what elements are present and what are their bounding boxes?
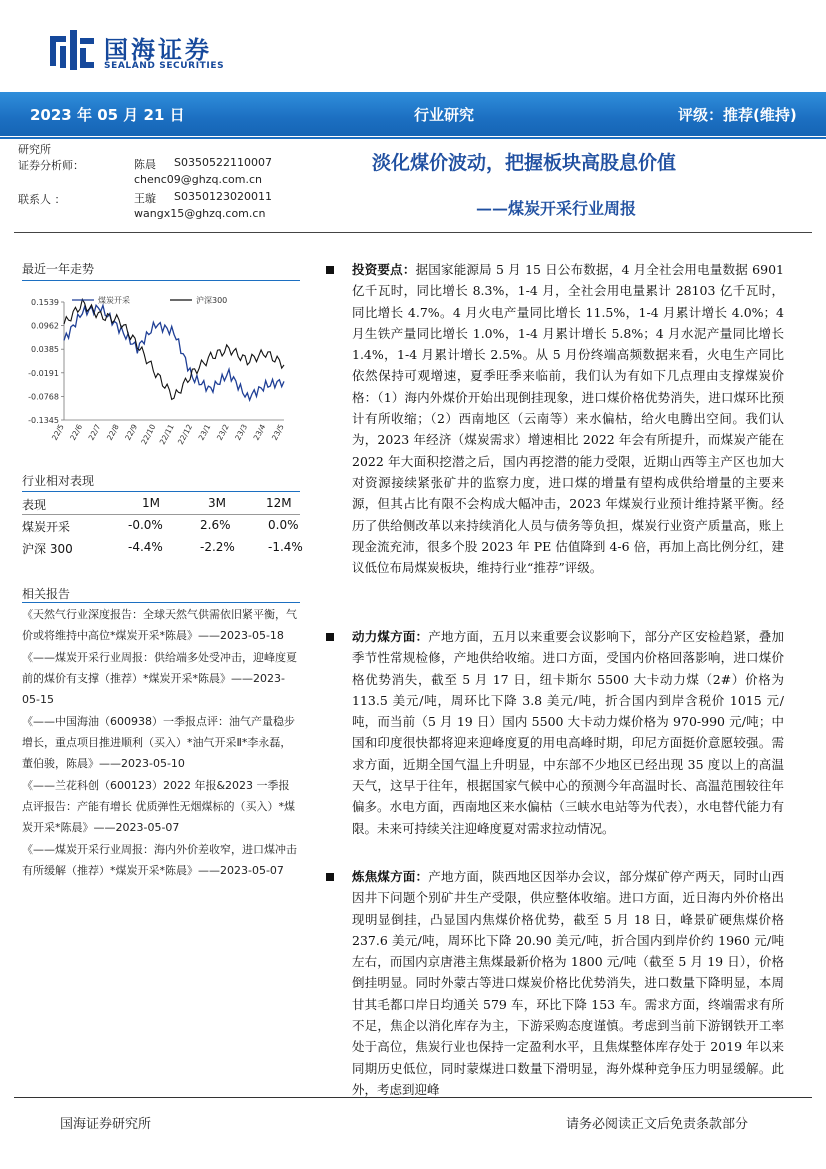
list-item[interactable]: 《天然气行业深度报告：全球天然气供需依旧紧平衡，气价或将维持中高位*煤炭开采*陈晨》——2023-05-18 xyxy=(22,608,297,642)
list-item[interactable]: 《——兰花科创（600123）2022 年报&2023 一季报点评报告：产能有增长 优质弹性无烟煤标的（买入）*煤炭开采*陈晨》——2023-05-07 xyxy=(22,779,295,834)
report-title: 淡化煤价波动，把握板块高股息价值 xyxy=(372,152,677,174)
chart-y-tick-label: -0.0768 xyxy=(28,392,59,402)
bullet-icon xyxy=(326,266,334,274)
report-rating: 评级：推荐(维持) xyxy=(678,106,797,124)
performance-row-3m: -2.2% xyxy=(200,540,235,554)
chart-y-tick-label: -0.1345 xyxy=(28,416,59,425)
trend-heading: 最近一年走势 xyxy=(22,262,95,276)
header-band-underline xyxy=(0,137,826,139)
list-item[interactable]: 《——煤炭开采行业周报：供给端多处受冲击，迎峰度夏前的煤价有支撑（推荐）*煤炭开采*陈晨》——2023-05-15 xyxy=(22,651,297,706)
chart-y-tick-label: -0.0191 xyxy=(28,368,59,378)
bullet-icon xyxy=(326,873,334,881)
list-item[interactable]: 《——中国海油（600938）一季报点评：油气产量稳步增长，重点项目推进顺利（买入）*油气开采Ⅱ*李永磊，董伯骏，陈晨》——2023-05-10 xyxy=(22,715,295,770)
chart-x-tick-label: 22/6 xyxy=(68,422,85,442)
chart-x-tick-label: 22/7 xyxy=(86,422,103,442)
analyst-email[interactable]: chenc09@ghzq.com.cn xyxy=(134,173,263,186)
table-row xyxy=(22,540,303,558)
performance-col-1m: 1M xyxy=(142,496,160,510)
related-reports-list xyxy=(22,604,300,882)
sealand-logo-icon xyxy=(50,30,94,70)
paragraph-text: 产地方面，五月以来重要会议影响下，部分产区安检趋紧，叠加季节性常规检修，产地供给收缩。进口方面，受国内价格回落影响，进口煤价格优势消失，截至 5 月 17 日，纽卡斯尔 5500 大卡动力煤（2#）价格为 113.5 美元/吨，周环比下降 3.8 美元/吨，折合国内到岸含税价 1015 元/吨，而当前（5 月 19 日）国内 5500 大卡动力煤价格为 970-990 元/吨；中国和印度很快都将迎来迎峰度夏的用电高峰时期，印尼方面挺价意愿较强。需求方面，近期全国气温上升明显，中东部不少地区已经出现 35 度以上的高温天气，这早于往年，根据国家气候中心的预测今年高温时长、高温范围较往年偏多。水电方面，西南地区来水偏枯（三峡水电站等为代表），水电替代能力有限。未来可持续关注迎峰度夏对需求拉动情况。 xyxy=(352,629,784,836)
contact-label: 联系人 ： xyxy=(18,193,66,206)
chart-x-tick-label: 22/12 xyxy=(176,422,195,447)
trend-chart xyxy=(22,288,292,456)
chart-x-tick-label: 23/3 xyxy=(233,422,250,442)
paragraph-label: 投资要点： xyxy=(352,262,416,277)
chart-x-tick-label: 23/2 xyxy=(214,422,231,442)
chart-y-tick-label: 0.0962 xyxy=(31,321,59,331)
paragraph-investment-points xyxy=(352,259,784,578)
paragraph-label: 炼焦煤方面： xyxy=(352,869,429,884)
footer-divider xyxy=(14,1097,812,1098)
analyst-id: S0350522110007 xyxy=(174,156,272,169)
paragraph-text: 据国家能源局 5 月 15 日公布数据，4 月全社会用电量数据 6901 亿千瓦时，同比增长 8.3%，1-4 月，全社会用电量累计 28103 亿千瓦时，同比增长 4.7%。4 月火电产量同比增长 11.5%，1-4 月累计增长 4.0%；4 月生铁产量同比增长 1.0%，1-4 月累计增长 5.8%；4 月水泥产量同比增长 1.4%，1-4 月累计增长 2.5%。从 5 月份终端高频数据来看，火电生产同比依然保持可观增速，夏季旺季来临前，我们认为有如下几点理由支撑煤炭价格：（1）海内外煤价开始出现倒挂现象，进口煤价格优势消失，进口煤环比预计有所收缩；（2）西南地区（云南等）来水偏枯，给火电腾出空间。我们认为，2023 年经济（煤炭需求）增速相比 2022 年会有所提升，而煤炭产能在 2022 年大面积挖潜之后，国内再挖潜的能力受限，近期山西等主产区也加大对资源接续紧张矿井的监察力度，进口煤的增量有望构成供给增量的主要来源，但其占比有限不会构成大幅冲击，2023 年煤炭行业预计维持紧平衡。经历了供给侧改革以来持续消化人员与债务等负担，煤炭行业资产质量高，账上现金流充沛，很多个股 2023 年 PE 估值降到 4-6 倍，再加上高比例分红，建议低位布局煤炭板块，维持行业“推荐”评级。 xyxy=(352,262,784,576)
chart-legend-label: 煤炭开采 xyxy=(98,296,130,305)
performance-header-row xyxy=(22,496,300,514)
performance-row-1m: -0.0% xyxy=(128,518,163,532)
header-band xyxy=(0,92,826,136)
report-date: 2023 年 05 月 21 日 xyxy=(30,106,185,124)
performance-row-3m: 2.6% xyxy=(200,518,231,532)
chart-x-tick-label: 23/1 xyxy=(196,422,213,442)
logo-text-en: SEALAND SECURITIES xyxy=(104,61,225,71)
chart-x-tick-label: 22/10 xyxy=(139,422,158,447)
chart-y-tick-label: 0.1539 xyxy=(31,298,59,307)
paragraph-text: 产地方面，陕西地区因举办会议，部分煤矿停产两天，同时山西因井下问题个别矿井生产受限，供应整体收缩。进口方面，近日海内外价格出现明显倒挂，凸显国内焦煤价格优势，截至 5 月 18 日，峰景矿硬焦煤价格 237.6 美元/吨，周环比下降 20.90 美元/吨，折合国内到岸价约 1960 元/吨左右，而国内京唐港主焦煤最新价格为 1800 元/吨（截至 5 月 19 日），价格倒挂明显。同时外蒙古等进口煤炭价格比优势消失，进口数量下降明显，本周甘其毛都口岸日均通关 579 车，环比下降 153 车。需求方面，终端需求有所不足，焦企以消化库存为主，下游采购态度谨慎。考虑到当前下游钢铁开工率处于高位，焦炭行业也保持一定盈利水平，且焦煤整体库存处于 2019 年以来同期历史低位，同时蒙煤进口数量下滑明显，海外煤种竞争压力明显缓解。此外，考虑到迎峰 xyxy=(352,869,784,1097)
chart-series-line xyxy=(64,299,284,399)
contact-email[interactable]: wangx15@ghzq.com.cn xyxy=(134,207,266,220)
report-category: 行业研究 xyxy=(414,106,475,124)
performance-row-label: 沪深 300 xyxy=(22,542,73,556)
chart-x-tick-label: 23/5 xyxy=(269,422,286,442)
related-heading-rule xyxy=(22,602,300,603)
chart-x-tick-label: 22/11 xyxy=(157,422,176,447)
list-item[interactable]: 《——煤炭开采行业周报：海内外价差收窄，进口煤冲击有所缓解（推荐）*煤炭开采*陈晨》——2023-05-07 xyxy=(22,843,297,877)
performance-col-3m: 3M xyxy=(208,496,226,510)
paragraph-label: 动力煤方面： xyxy=(352,629,429,644)
logo-text-cn: 国海证券 xyxy=(104,36,212,64)
analyst-label: 证券分析师： xyxy=(18,159,84,172)
paragraph-coking-coal xyxy=(352,866,784,1097)
chart-x-tick-label: 22/9 xyxy=(123,422,140,442)
chart-x-tick-label: 23/4 xyxy=(251,422,268,442)
report-subtitle: ——煤炭开采行业周报 xyxy=(476,199,637,218)
performance-row-label: 煤炭开采 xyxy=(22,520,71,534)
contact-id: S0350123020011 xyxy=(174,190,272,203)
analyst-name: 陈晨 xyxy=(134,158,156,171)
performance-row-1m: -4.4% xyxy=(128,540,163,554)
trend-heading-rule xyxy=(22,280,300,281)
top-divider xyxy=(14,232,812,233)
paragraph-thermal-coal xyxy=(352,626,784,839)
performance-row-12m: -1.4% xyxy=(268,540,303,554)
performance-row-12m: 0.0% xyxy=(268,518,299,532)
chart-series-line xyxy=(64,305,284,400)
performance-heading-rule xyxy=(22,491,300,492)
footer-left: 国海证券研究所 xyxy=(60,1117,152,1132)
dept-label: 研究所 xyxy=(18,143,51,156)
contact-name: 王璇 xyxy=(134,192,156,205)
related-heading: 相关报告 xyxy=(22,587,71,601)
performance-col-12m: 12M xyxy=(266,496,292,510)
performance-col-label: 表现 xyxy=(22,498,47,512)
chart-x-tick-label: 22/8 xyxy=(104,422,121,442)
footer-right: 请务必阅读正文后免责条款部分 xyxy=(566,1117,749,1132)
chart-y-tick-label: 0.0385 xyxy=(31,345,59,355)
chart-x-tick-label: 22/5 xyxy=(49,422,66,442)
bullet-icon xyxy=(326,633,334,641)
table-row xyxy=(22,518,300,536)
chart-legend-label: 沪深300 xyxy=(196,296,228,305)
performance-heading: 行业相对表现 xyxy=(22,474,95,488)
performance-header-rule xyxy=(22,514,300,515)
